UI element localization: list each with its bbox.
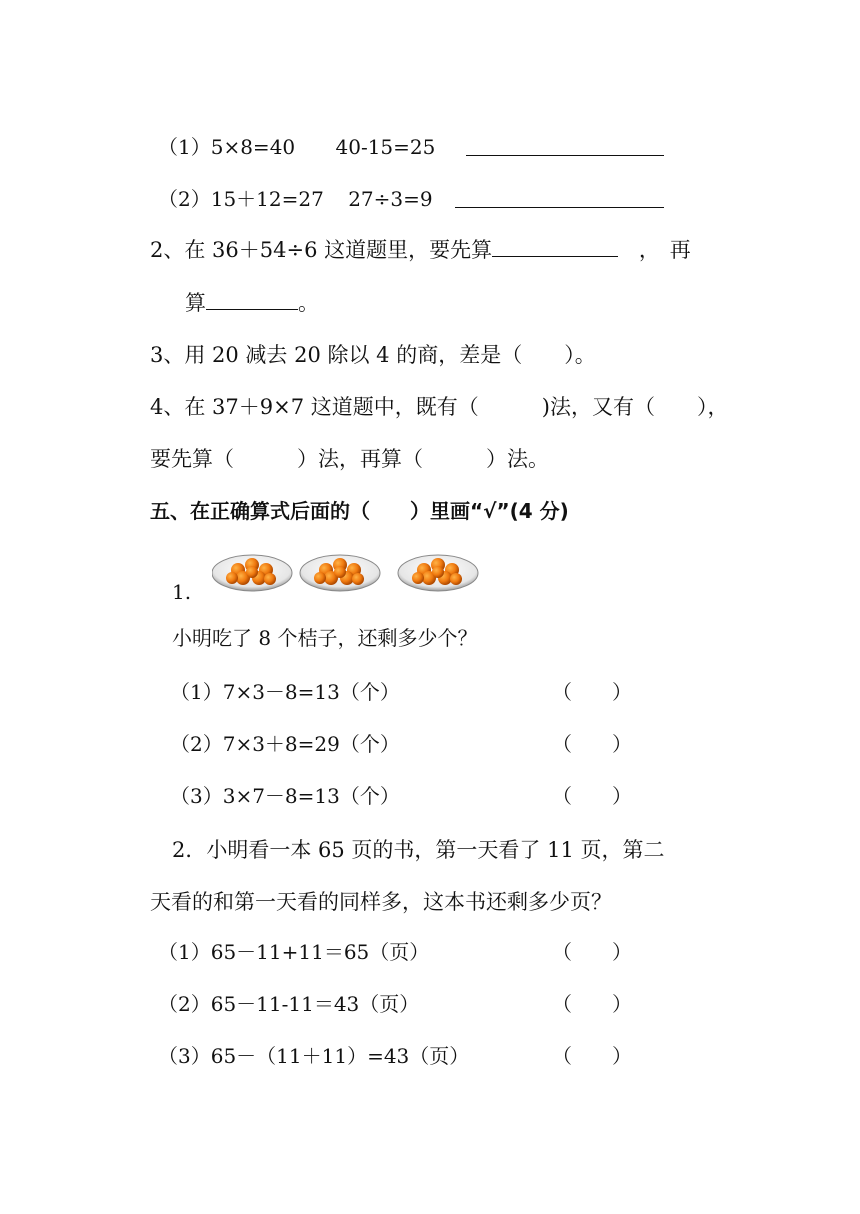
q1-row-1 — [158, 133, 435, 161]
oranges-plates-illustration — [212, 548, 482, 603]
plate-3-icon — [398, 555, 478, 591]
problem-2-option-3: （3）65－（11＋11）=43（页） — [158, 1044, 470, 1068]
q1-row-1-expr: （1）5×8=40 — [158, 135, 296, 159]
q1-row-1-answer-blank[interactable] — [466, 137, 664, 156]
q2-line2-suffix: 。 — [298, 291, 319, 315]
problem-1-option-1-checkbox[interactable]: （ ） — [552, 680, 632, 704]
q2-blank-first[interactable] — [492, 238, 618, 257]
q1-row-2-expr2: 27÷3=9 — [348, 187, 433, 211]
problem-2-option-2-checkbox[interactable]: （ ） — [552, 992, 632, 1016]
q2-blank-second[interactable] — [206, 291, 298, 310]
problem-1-option-3-checkbox[interactable]: （ ） — [552, 784, 632, 808]
problem-2-option-3-checkbox[interactable]: （ ） — [552, 1044, 632, 1068]
problem-1-option-2: （2）7×3＋8=29（个） — [170, 732, 400, 756]
oranges-plates-svg — [212, 548, 482, 598]
problem-2-option-2: （2）65－11-11＝43（页） — [158, 992, 420, 1016]
q1-row-2-answer-blank[interactable] — [455, 189, 664, 208]
q1-row-1-expr2: 40-15=25 — [335, 135, 436, 159]
plate-1-icon — [212, 555, 292, 591]
q4-line-1: 4、在 37＋9×7 这道题中，既有（ )法，又有（ ）， — [150, 395, 729, 419]
problem-1-number: 1. — [172, 580, 192, 604]
q2-line-2 — [185, 289, 319, 317]
q1-row-2 — [158, 185, 433, 213]
plate-2-icon — [300, 555, 380, 591]
q3-text: 3、用 20 减去 20 除以 4 的商，差是（ ）。 — [150, 343, 596, 367]
problem-2-question-line-1: 2．小明看一本 65 页的书，第一天看了 11 页，第二 — [172, 838, 665, 862]
problem-2-question-line-2: 天看的和第一天看的同样多，这本书还剩多少页？ — [150, 890, 612, 914]
problem-1-option-3: （3）3×7－8=13（个） — [170, 784, 400, 808]
problem-1-option-2-checkbox[interactable]: （ ） — [552, 732, 632, 756]
q4-line-2: 要先算（ ）法，再算（ ）法。 — [150, 447, 549, 471]
q2-line2-prefix: 算 — [185, 291, 206, 315]
q2-mid: ，再 — [638, 238, 701, 262]
problem-1-option-1: （1）7×3－8=13（个） — [170, 680, 400, 704]
q2-prefix: 2、在 36＋54÷6 这道题里，要先算 — [150, 238, 493, 262]
problem-2-option-1-checkbox[interactable]: （ ） — [552, 940, 632, 964]
problem-1-question: 小明吃了 8 个桔子，还剩多少个？ — [172, 626, 478, 650]
q1-row-2-expr: （2）15＋12=27 — [158, 187, 324, 211]
q2-line-1 — [150, 236, 701, 264]
problem-2-option-1: （1）65－11+11＝65（页） — [158, 940, 430, 964]
section-5-heading: 五、在正确算式后面的（ ）里画“√”(4 分) — [150, 499, 569, 523]
